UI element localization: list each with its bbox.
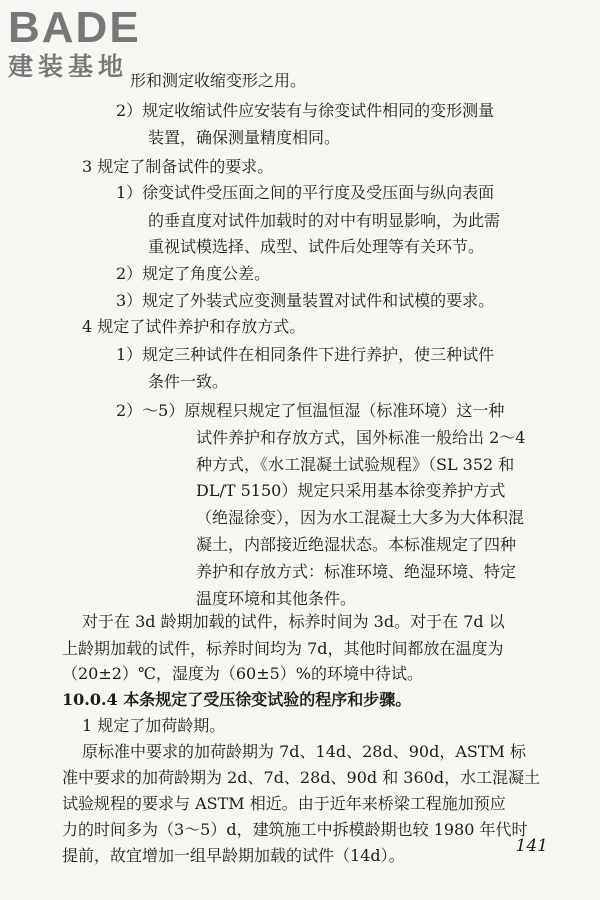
text-line: 1）规定三种试件在相同条件下进行养护，使三种试件 [116,345,495,364]
list-heading: 1 规定了加荷龄期。 [82,716,226,735]
page-number: 141 [515,836,548,856]
text-line: 2）～5）原规程只规定了恒温恒湿（标准环境）这一种 [116,401,505,420]
section-heading: 10.0.4 本条规定了受压徐变试验的程序和步骤。 [62,690,412,709]
text-line: 养护和存放方式：标准环境、绝湿环境、特定 [196,562,517,581]
logo-chinese-name: 建装基地 [8,52,129,81]
text-line: （绝湿徐变），因为水工混凝土大多为大体积混 [196,508,525,527]
text-line: 凝土，内部接近绝湿状态。本标准规定了四种 [196,535,517,554]
text-line: 上龄期加载的试件，标养时间均为 7d，其他时间都放在温度为 [62,639,504,658]
text-line: 温度环境和其他条件。 [196,589,357,608]
text-line: 提前，故宜增加一组早龄期加载的试件（14d）。 [62,846,405,865]
site-logo [8,3,141,82]
text-line: （20±2）℃，湿度为（60±5）%的环境中待试。 [62,664,423,683]
text-line: 准中要求的加荷龄期为 2d、7d、28d、90d 和 360d，水工混凝土 [62,768,541,787]
logo-wordmark: BADE [8,3,141,52]
text-line: 试件养护和存放方式，国外标准一般给出 2～4 [196,428,526,447]
text-line: 2）规定了角度公差。 [116,264,271,283]
text-line: 3）规定了外装式应变测量装置对试件和试模的要求。 [116,291,495,310]
text-line: 试验规程的要求与 ASTM 相近。由于近年来桥梁工程施加预应 [62,794,506,813]
text-line: 原标准中要求的加荷龄期为 7d、14d、28d、90d，ASTM 标 [82,742,526,761]
text-line: 条件一致。 [148,372,229,391]
text-line: 的垂直度对试件加载时的对中有明显影响，为此需 [148,211,501,230]
text-line: 重视试模选择、成型、试件后处理等有关环节。 [148,237,485,256]
text-line: 2）规定收缩试件应安装有与徐变试件相同的变形测量 [116,101,495,120]
text-line: 形和测定收缩变形之用。 [130,71,307,90]
text-line: 对于在 3d 龄期加载的试件，标养时间为 3d。对于在 7d 以 [82,612,505,631]
text-line: 力的时间多为（3～5）d，建筑施工中拆模龄期也较 1980 年代时 [62,820,528,839]
text-line: DL/T 5150）规定只采用基本徐变养护方式 [196,481,506,500]
text-line: 种方式，《水工混凝土试验规程》（SL 352 和 [196,455,515,474]
text-line: 1）徐变试件受压面之间的平行度及受压面与纵向表面 [116,183,495,202]
list-heading: 3 规定了制备试件的要求。 [82,157,274,176]
list-heading: 4 规定了试件养护和存放方式。 [82,317,306,336]
text-line: 装置，确保测量精度相同。 [148,128,341,147]
